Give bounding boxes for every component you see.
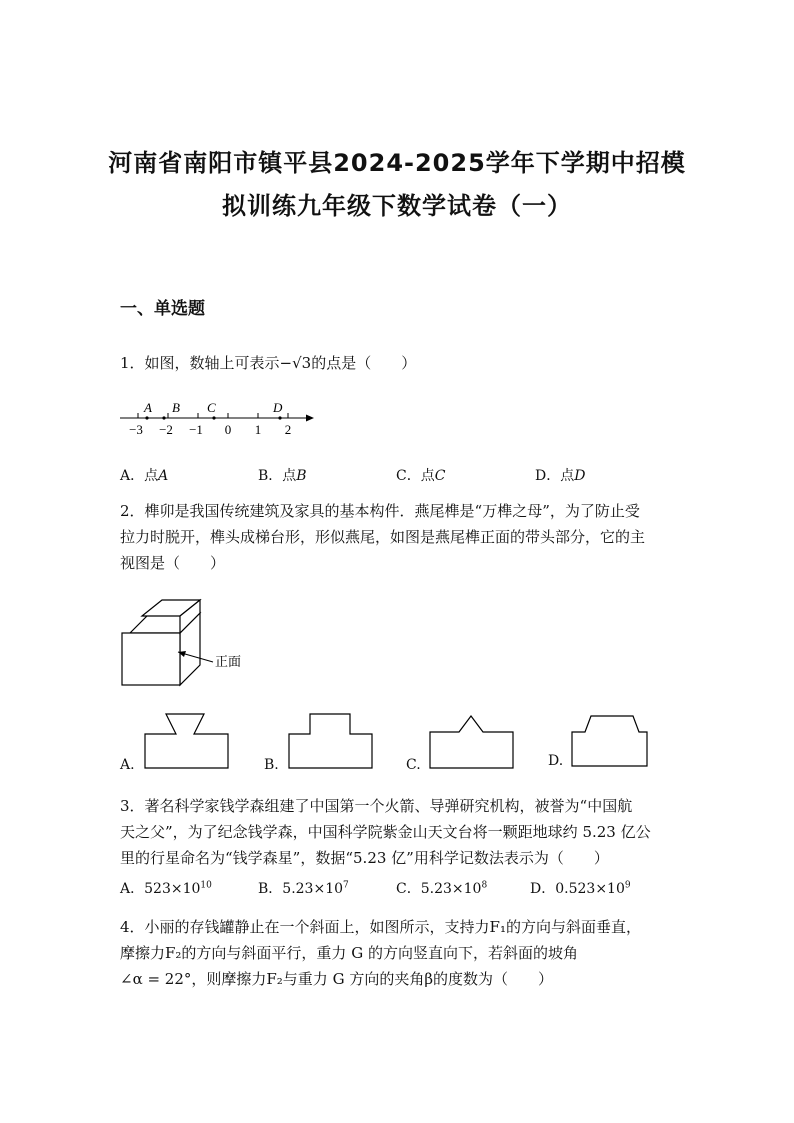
q2-option-c-label[interactable]: C. [406,757,421,773]
point-label-c: C [207,400,216,415]
question-1-text-end: 的点是（ ） [311,354,417,372]
option-d-shape[interactable] [571,712,661,772]
number-line-figure [118,398,318,438]
point-label-a: A [144,400,152,415]
question-1-expression: −√3 [279,354,312,372]
tick-label: −1 [189,422,203,437]
q3-option-d[interactable]: D．$0.523\times 10^9$ [530,880,631,897]
front-label: 正面 [215,655,242,670]
q2-option-b-label[interactable]: B. [264,757,279,773]
option-c-shape[interactable] [429,712,519,772]
question-2-line-1: 2．榫卯是我国传统建筑及家具的基本构件．燕尾榫是“万榫之母”，为了防止受 [120,502,640,520]
tick-label: 0 [224,422,232,437]
point-a [145,416,148,419]
q3-option-a[interactable]: A．$523\times 10^{10}$ [120,880,212,897]
q1-option-b[interactable]: B．点B [258,468,307,484]
option-b-shape[interactable] [288,712,378,772]
point-label-d: D [273,400,283,415]
tick-label: −3 [129,422,143,437]
arrow-icon [306,415,314,422]
page-title-line-1: 河南省南阳市镇平县2024-2025学年下学期中招模 [108,149,686,177]
q1-option-d[interactable]: D．点D [535,468,586,484]
q1-option-c[interactable]: C．点C [396,468,446,484]
section-heading: 一、单选题 [120,299,205,319]
question-2-line-3: 视图是（ ） [120,554,226,572]
tick-label: 2 [284,422,292,437]
tick-label: −2 [159,422,173,437]
q1-option-a[interactable]: A．点A [120,468,169,484]
q2-option-a-label[interactable]: A. [120,757,135,773]
point-d [278,416,281,419]
tick-label: 1 [254,422,262,437]
dovetail-3d-figure [118,600,258,690]
question-4-line-2: 摩擦力F₂的方向与斜面平行，重力 G 的方向竖直向下，若斜面的坡角 [120,944,578,962]
page-title-line-2: 拟训练九年级下数学试卷（一） [222,192,572,220]
question-3-line-3: 里的行星命名为“钱学森星”，数据“5.23 亿”用科学记数法表示为（ ） [120,849,609,867]
question-3-line-2: 天之父”，为了纪念钱学森，中国科学院紫金山天文台将一颗距地球约 5.23 亿公 [120,823,651,841]
q3-option-c[interactable]: C．$5.23\times 10^8$ [396,880,488,897]
question-4-line-3: ∠α = 22°，则摩擦力F₂与重力 G 方向的夹角β的度数为（ ） [120,970,554,988]
question-1-stem [120,350,416,376]
point-b [162,416,165,419]
question-4-line-1: 4．小丽的存钱罐静止在一个斜面上，如图所示，支持力F₁的方向与斜面垂直， [120,918,641,936]
question-2-line-2: 拉力时脱开，榫头成梯台形，形似燕尾，如图是燕尾榫正面的带头部分，它的主 [120,528,646,546]
point-label-b: B [172,400,180,415]
question-3-line-1: 3．著名科学家钱学森组建了中国第一个火箭、导弹研究机构，被誉为“中国航 [120,797,633,815]
q3-option-b[interactable]: B．$5.23\times 10^7$ [258,880,349,897]
point-c [212,416,215,419]
question-1-text: 1．如图，数轴上可表示 [120,354,280,372]
q2-option-d-label[interactable]: D. [548,753,564,769]
option-a-shape[interactable] [144,712,234,772]
